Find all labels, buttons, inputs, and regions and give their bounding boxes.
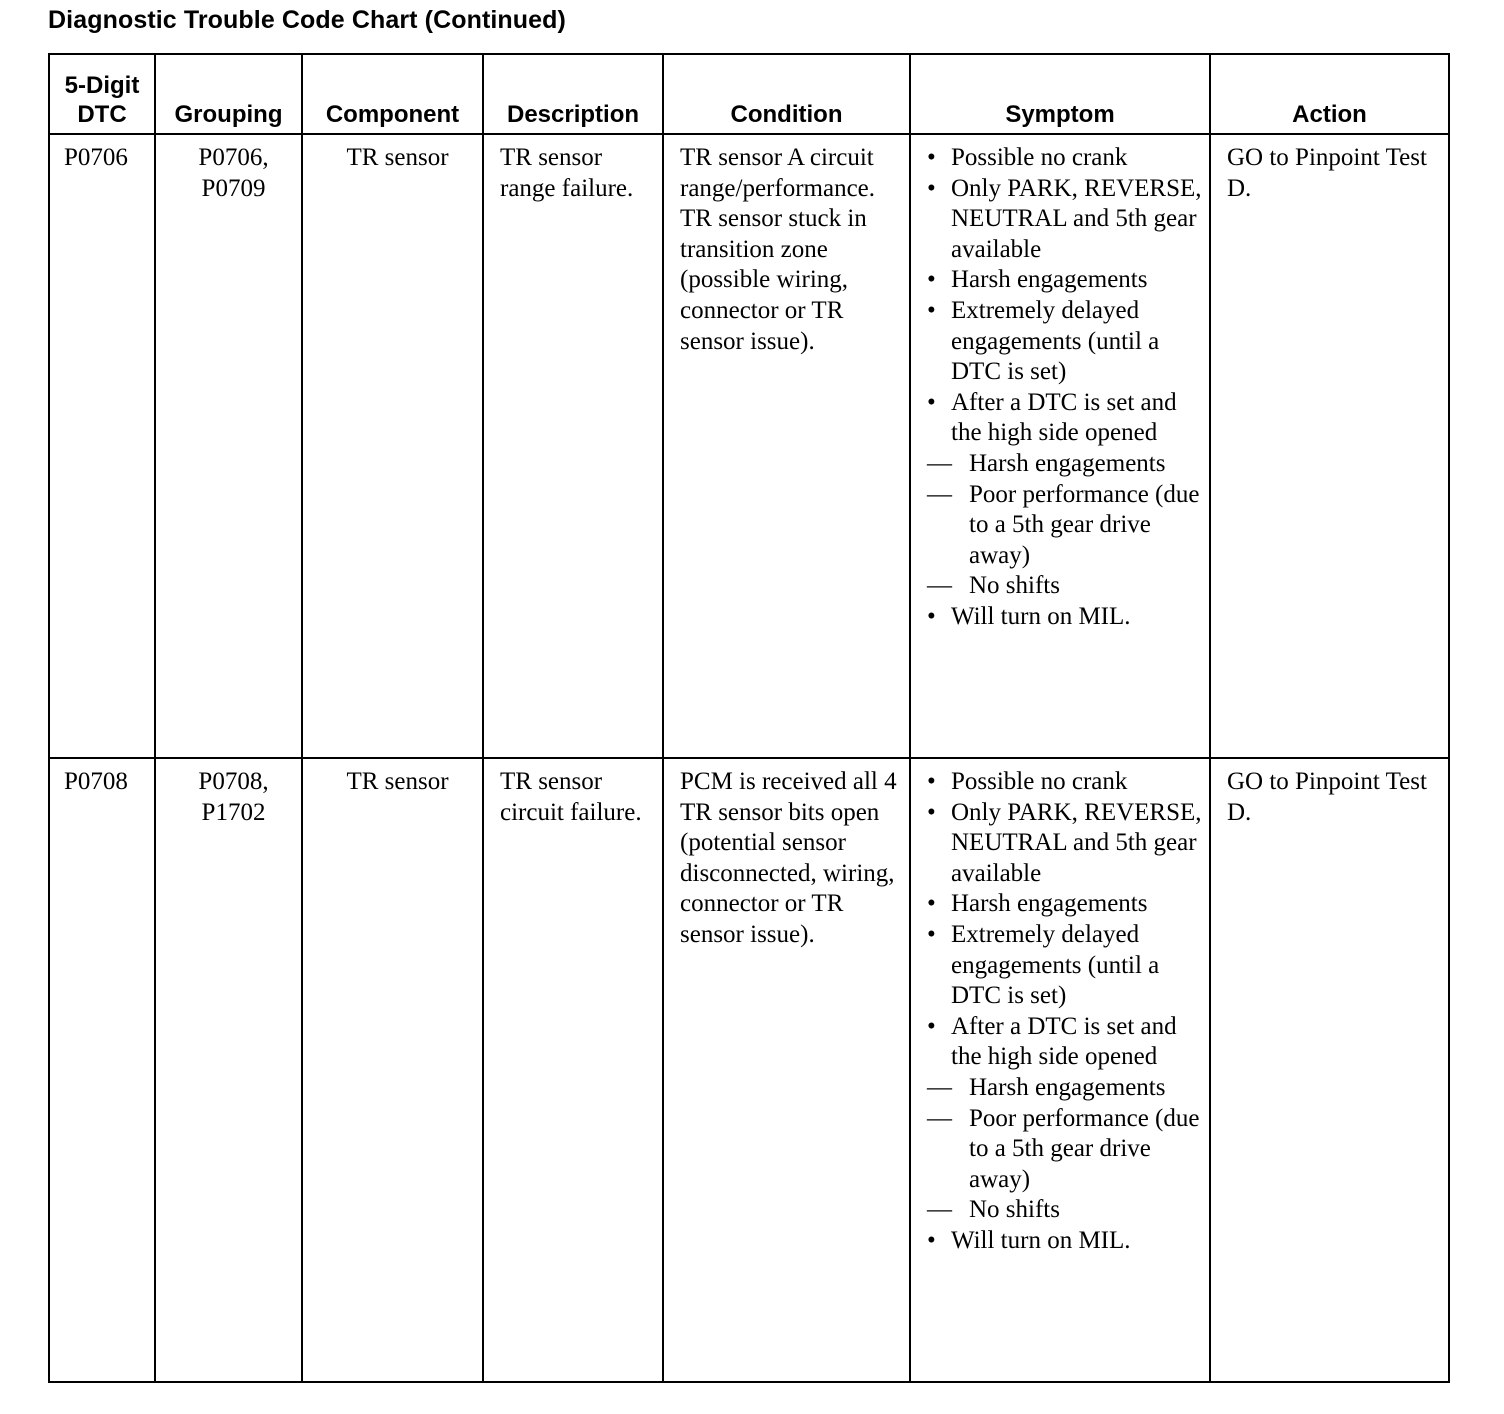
bullet-icon: • (927, 144, 936, 171)
list-item: • Harsh engagements (927, 265, 1203, 296)
list-item: • After a DTC is set and the high side opened (927, 1012, 1177, 1071)
symptom-sublist (927, 1073, 1203, 1226)
list-item: • Will turn on MIL. (927, 602, 1203, 633)
bullet-icon: • (927, 768, 936, 795)
page-title: Diagnostic Trouble Code Chart (Continued) (48, 6, 566, 34)
cell-description: TR sensor circuit failure. (483, 758, 663, 1382)
header-row (49, 54, 1449, 134)
symptom-sublist (927, 449, 1203, 602)
cell-component: TR sensor (302, 758, 483, 1382)
table-row (49, 758, 1449, 1382)
list-item: • Will turn on MIL. (927, 1226, 1203, 1257)
cell-symptom (910, 134, 1210, 758)
header-component: Component (302, 54, 483, 134)
bullet-icon: • (927, 890, 936, 918)
dash-icon: — (927, 1104, 952, 1132)
list-item: • Only PARK, REVERSE, NEUTRAL and 5th gear available (927, 798, 1202, 887)
header-dtc: 5-Digit DTC (49, 54, 155, 134)
list-item: • Harsh engagements (927, 889, 1203, 920)
bullet-icon: • (927, 174, 936, 202)
bullet-icon: • (927, 920, 936, 948)
cell-action: GO to Pinpoint Test D. (1210, 134, 1449, 758)
cell-condition: PCM is received all 4 TR sensor bits open (potential sensor disconnected, wiring, connector or TR sensor issue). (663, 758, 910, 1382)
bullet-icon: • (927, 1012, 936, 1040)
bullet-icon: • (927, 388, 936, 416)
header-condition: Condition (663, 54, 910, 134)
header-grouping: Grouping (155, 54, 302, 134)
dash-icon: — (927, 449, 952, 477)
list-item: • Only PARK, REVERSE, NEUTRAL and 5th gear available (927, 174, 1202, 263)
sub-list-item: — Harsh engagements (927, 449, 1203, 480)
sub-list-item: — No shifts (927, 571, 1203, 602)
list-item: • After a DTC is set and the high side opened (927, 388, 1177, 447)
symptom-list (927, 767, 1203, 1073)
bullet-icon: • (927, 602, 936, 630)
list-item: • Extremely delayed engagements (until a DTC is set) (927, 296, 1160, 386)
dash-icon: — (927, 572, 952, 600)
list-item: • Possible no crank (927, 143, 1203, 174)
symptom-list-end (927, 602, 1203, 633)
symptom-list (927, 143, 1203, 449)
cell-grouping: P0708, P1702 (155, 758, 302, 1382)
symptom-list-end (927, 1226, 1203, 1257)
cell-dtc: P0708 (49, 758, 155, 1382)
list-item: • Possible no crank (927, 767, 1203, 798)
header-description: Description (483, 54, 663, 134)
cell-description: TR sensor range failure. (483, 134, 663, 758)
bullet-icon: • (927, 296, 936, 324)
bullet-icon: • (927, 798, 936, 826)
sub-list-item: — Poor performance (due to a 5th gear drive away) (927, 1104, 1200, 1193)
header-action: Action (1210, 54, 1449, 134)
bullet-icon: • (927, 266, 936, 294)
dash-icon: — (927, 1073, 952, 1101)
cell-condition: TR sensor A circuit range/performance. TR sensor stuck in transition zone (possible wiring, connector or TR sensor issue). (663, 134, 910, 758)
bullet-icon: • (927, 1226, 936, 1254)
cell-grouping: P0706, P0709 (155, 134, 302, 758)
table-row (49, 134, 1449, 758)
cell-component: TR sensor (302, 134, 483, 758)
cell-dtc: P0706 (49, 134, 155, 758)
dash-icon: — (927, 480, 952, 508)
cell-symptom (910, 758, 1210, 1382)
dtc-table (48, 53, 1450, 1383)
dash-icon: — (927, 1196, 952, 1224)
list-item: • Extremely delayed engagements (until a DTC is set) (927, 920, 1160, 1010)
sub-list-item: — No shifts (927, 1195, 1203, 1226)
sub-list-item: — Harsh engagements (927, 1073, 1203, 1104)
cell-action: GO to Pinpoint Test D. (1210, 758, 1449, 1382)
header-symptom: Symptom (910, 54, 1210, 134)
sub-list-item: — Poor performance (due to a 5th gear drive away) (927, 480, 1200, 569)
